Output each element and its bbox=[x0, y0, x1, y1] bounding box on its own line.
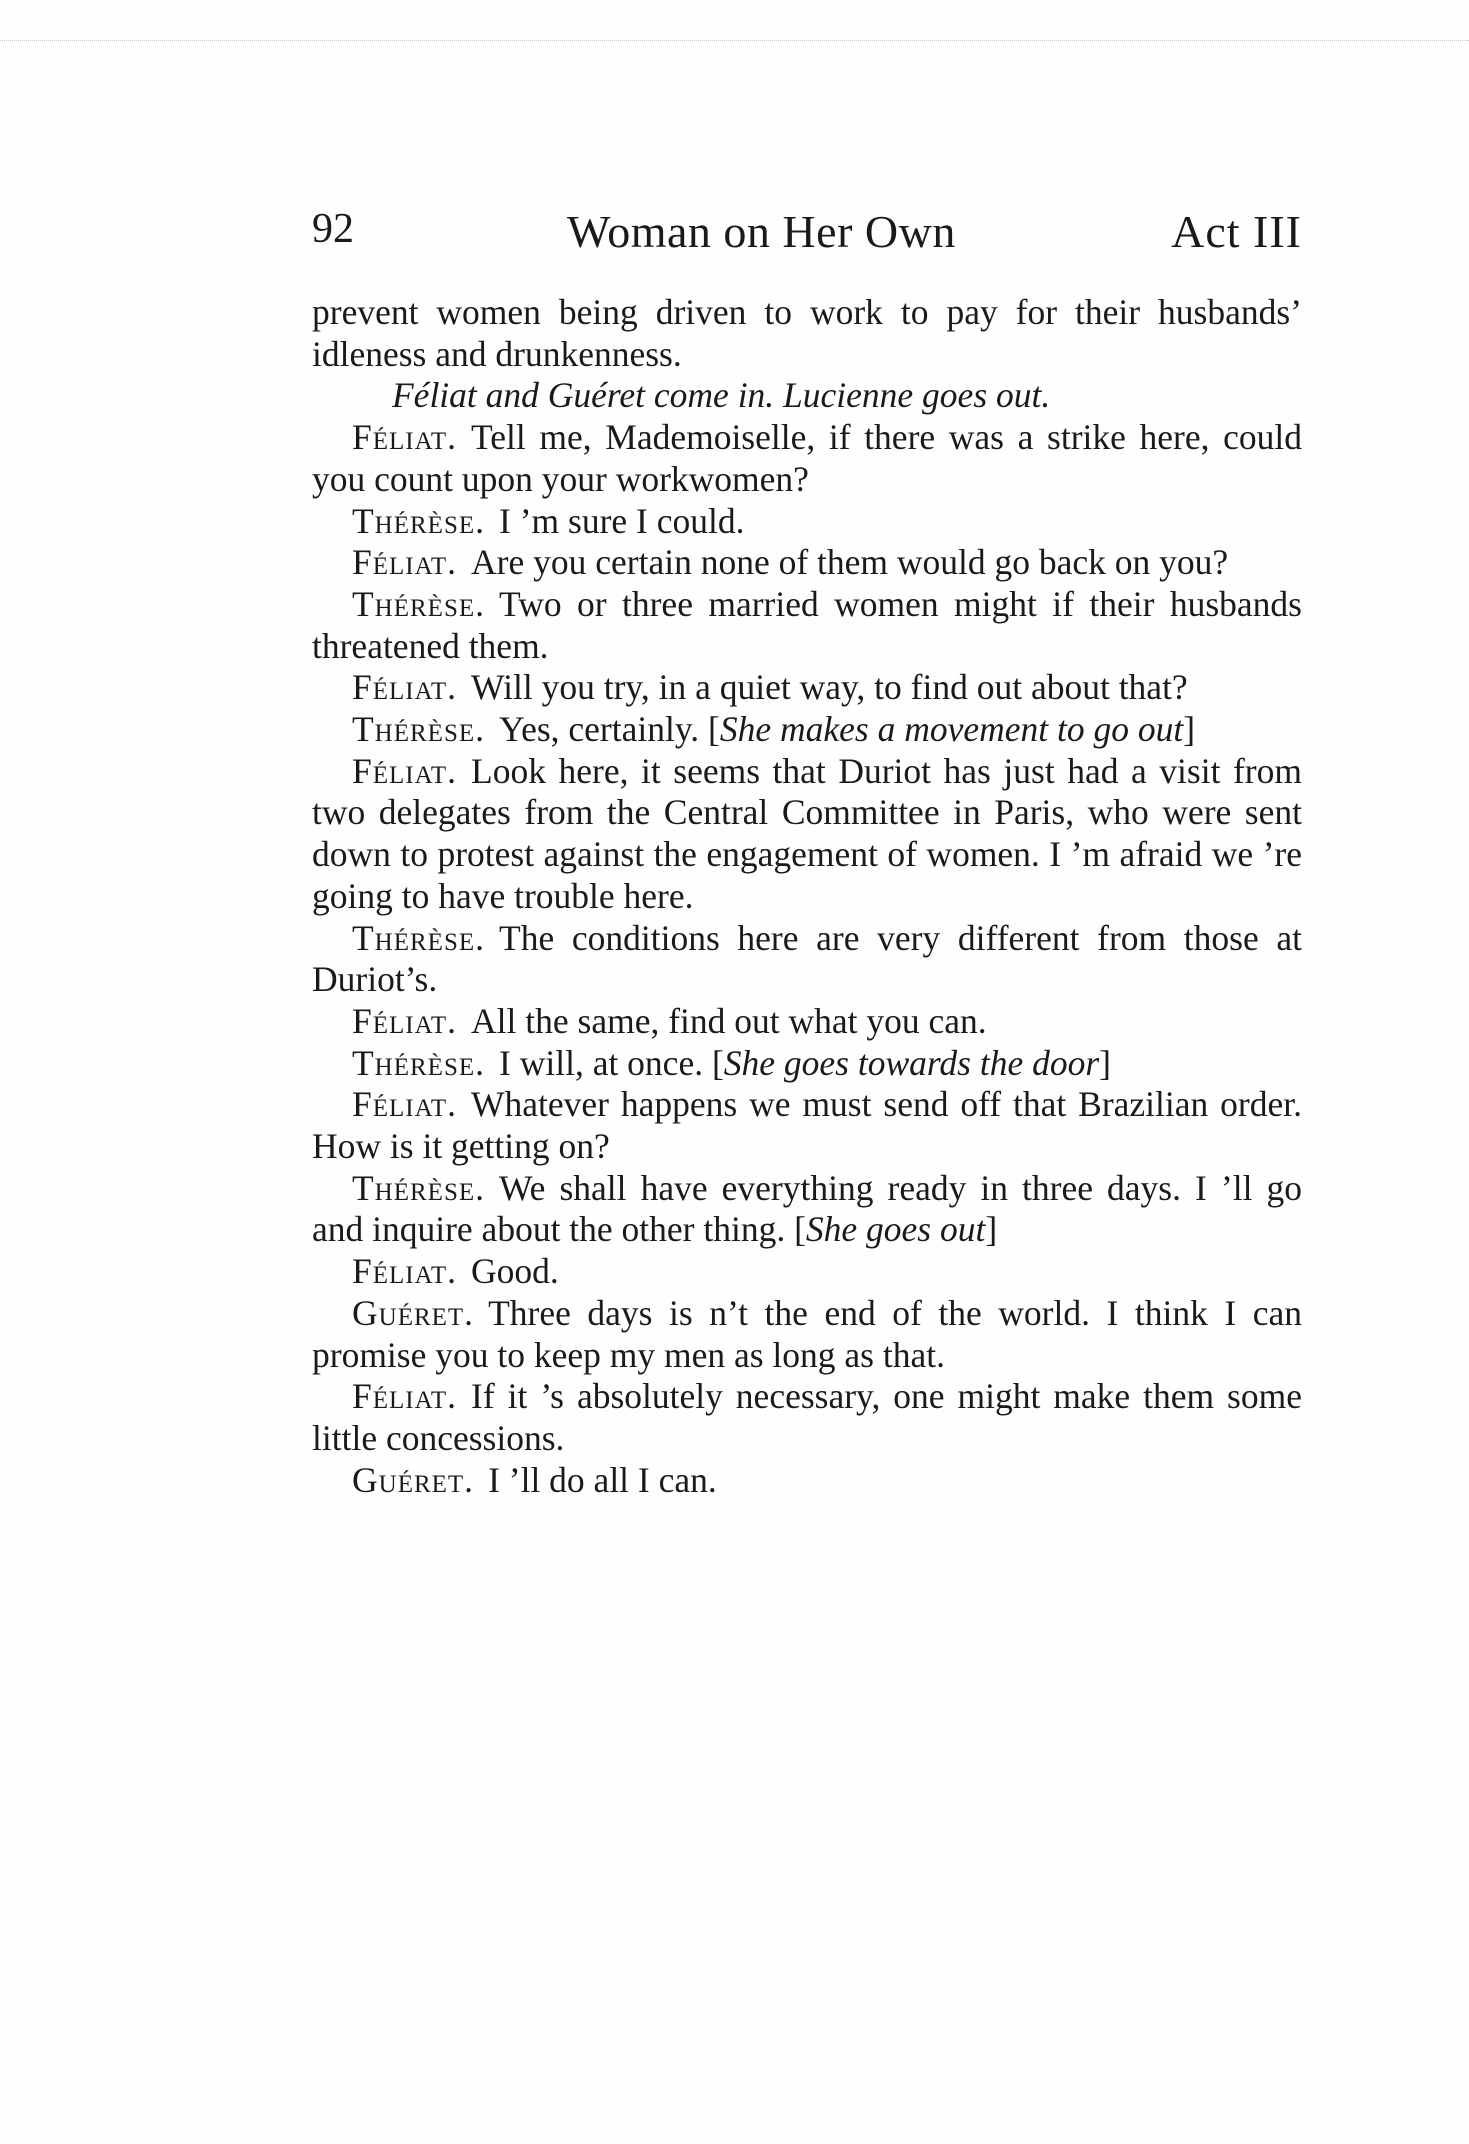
dialogue-paragraph bbox=[312, 1168, 1302, 1251]
stage-direction-text: She goes out bbox=[805, 1209, 986, 1250]
dialogue-text: I will, at once. bbox=[499, 1042, 704, 1083]
paragraph-continuation bbox=[312, 292, 1302, 375]
speaker-name: Thérèse. bbox=[352, 1167, 486, 1208]
dialogue-text: Will you try, in a quiet way, to find out about that? bbox=[471, 667, 1188, 708]
speaker-name: Féliat. bbox=[352, 417, 458, 458]
speaker-name: Féliat. bbox=[352, 1000, 458, 1041]
dialogue-text: The conditions here are very different from those at Duriot’s. bbox=[312, 917, 1302, 1000]
dialogue-text: If it ’s absolutely necessary, one might make them some little concessions. bbox=[312, 1376, 1302, 1458]
dialogue-paragraph bbox=[312, 709, 1302, 751]
dialogue-paragraph bbox=[312, 1293, 1302, 1376]
dialogue-paragraph bbox=[312, 1376, 1302, 1459]
stage-direction-text: She makes a movement to go out bbox=[719, 709, 1184, 750]
dialogue-paragraph bbox=[312, 417, 1302, 500]
dialogue-paragraph bbox=[312, 1001, 1302, 1043]
close-bracket: ] bbox=[1099, 1042, 1111, 1083]
speaker-name: Thérèse. bbox=[352, 583, 486, 624]
dialogue-paragraph bbox=[312, 751, 1302, 918]
speaker-name: Féliat. bbox=[352, 542, 458, 583]
speaker-name: Thérèse. bbox=[352, 1042, 486, 1083]
page-number: 92 bbox=[312, 206, 354, 252]
stage-direction-text: She goes towards the door bbox=[723, 1042, 1100, 1083]
running-title: Woman on Her Own bbox=[567, 206, 956, 257]
speaker-name: Guéret. bbox=[352, 1292, 475, 1333]
dialogue-text: Good. bbox=[471, 1251, 559, 1292]
open-bracket: [ bbox=[708, 709, 720, 750]
dialogue-text: Look here, it seems that Duriot has just had a visit from two delegates from the Central Committee in Paris, who were sent down to protest against the engagement of women. I ’m afraid we ’re going to have trouble here. bbox=[312, 750, 1302, 916]
dialogue-text: Are you certain none of them would go back on you? bbox=[471, 542, 1229, 583]
dialogue-text: Two or three married women might if their husbands threatened them. bbox=[312, 583, 1302, 666]
speaker-name: Thérèse. bbox=[352, 917, 486, 958]
scan-edge-line bbox=[0, 40, 1469, 41]
open-bracket: [ bbox=[711, 1042, 724, 1083]
dialogue-text: Whatever happens we must send off that Brazilian order. How is it getting on? bbox=[312, 1084, 1302, 1167]
dialogue-paragraph bbox=[312, 1251, 1302, 1293]
stage-direction-inline bbox=[712, 1043, 1111, 1083]
dialogue-text: We shall have everything ready in three days. I ’ll go and inquire about the other thing. bbox=[312, 1167, 1302, 1250]
dialogue-text: Yes, certainly. bbox=[499, 709, 700, 750]
speaker-name: Féliat. bbox=[352, 1084, 458, 1125]
stage-direction bbox=[312, 375, 1302, 417]
dialogue-paragraph bbox=[312, 1084, 1302, 1167]
dialogue-text: I ’m sure I could. bbox=[499, 500, 745, 541]
close-bracket: ] bbox=[1183, 709, 1196, 750]
stage-direction-inline bbox=[708, 709, 1195, 749]
speaker-name: Thérèse. bbox=[352, 709, 486, 750]
dialogue-paragraph bbox=[312, 1043, 1302, 1085]
dialogue-paragraph bbox=[312, 584, 1302, 667]
close-bracket: ] bbox=[985, 1209, 998, 1250]
speaker-name: Féliat. bbox=[352, 1251, 458, 1292]
dialogue-text: All the same, find out what you can. bbox=[471, 1000, 987, 1041]
play-text bbox=[312, 292, 1302, 1501]
speaker-name: Féliat. bbox=[352, 1376, 458, 1417]
speaker-name: Thérèse. bbox=[352, 500, 486, 541]
dialogue-paragraph bbox=[312, 918, 1302, 1001]
dialogue-paragraph bbox=[312, 501, 1302, 543]
speaker-name: Guéret. bbox=[352, 1459, 475, 1500]
stage-direction-text: Féliat and Guéret come in. Lucienne goes out. bbox=[392, 375, 1051, 416]
dialogue-paragraph bbox=[312, 1460, 1302, 1502]
dialogue-text: Three days is n’t the end of the world. I think I can promise you to keep my men as long as that. bbox=[312, 1292, 1302, 1375]
open-bracket: [ bbox=[794, 1209, 806, 1250]
page-header bbox=[312, 205, 1302, 265]
act-label: Act III bbox=[1171, 206, 1302, 257]
dialogue-paragraph bbox=[312, 542, 1302, 584]
dialogue-text: prevent women being driven to work to pay for their husbands’ idleness and drunkenness. bbox=[312, 292, 1302, 374]
stage-direction-inline bbox=[794, 1209, 997, 1249]
dialogue-text: I ’ll do all I can. bbox=[488, 1459, 717, 1500]
dialogue-paragraph bbox=[312, 667, 1302, 709]
speaker-name: Féliat. bbox=[352, 750, 458, 791]
dialogue-text: Tell me, Mademoiselle, if there was a strike here, could you count upon your workwomen? bbox=[312, 417, 1302, 499]
speaker-name: Féliat. bbox=[352, 667, 458, 708]
